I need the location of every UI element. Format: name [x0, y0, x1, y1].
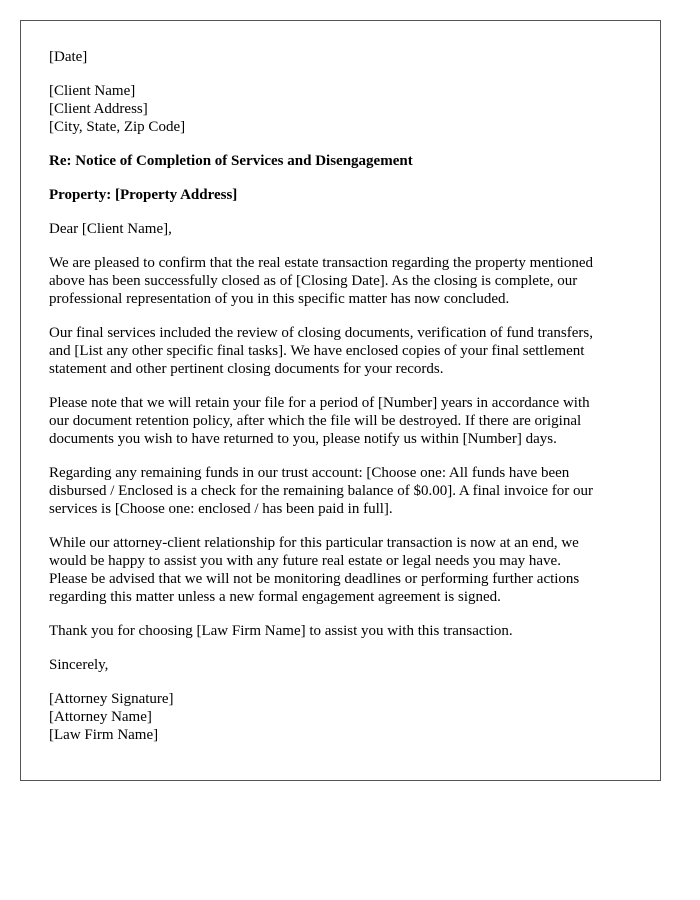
- paragraph-line: documents you wish to have returned to you, please notify us within [Number] days.: [49, 431, 557, 447]
- paragraph-line: Regarding any remaining funds in our trust account: [Choose one: All funds have been: [49, 465, 570, 481]
- salutation: Dear [Client Name],: [49, 221, 172, 237]
- attorney-signature: [Attorney Signature]: [49, 691, 174, 707]
- paragraph-line: and [List any other specific final tasks]. We have enclosed copies of your final settlement: [49, 343, 585, 359]
- law-firm-name: [Law Firm Name]: [49, 727, 159, 743]
- paragraph-line: statement and other pertinent closing documents for your records.: [49, 361, 444, 377]
- recipient-block: [49, 82, 640, 136]
- letter-body: [49, 254, 640, 640]
- signature-block: [49, 690, 640, 744]
- closing: Sincerely,: [49, 657, 109, 673]
- paragraph-line: While our attorney-client relationship for this particular transaction is now at an end, we: [49, 535, 579, 551]
- paragraph-line: would be happy to assist you with any future real estate or legal needs you may have.: [49, 553, 561, 569]
- paragraph-line: Please be advised that we will not be monitoring deadlines or performing further actions: [49, 571, 580, 587]
- subject-line: Re: Notice of Completion of Services and Disengagement: [49, 153, 413, 169]
- paragraph-line: Our final services included the review of closing documents, verification of fund transfers,: [49, 325, 593, 341]
- client-name: [Client Name]: [49, 83, 136, 99]
- paragraph-line: disbursed / Enclosed is a check for the remaining balance of $0.00]. A final invoice for our: [49, 483, 593, 499]
- paragraph-line: professional representation of you in this specific matter has now concluded.: [49, 291, 510, 307]
- paragraph-line: Thank you for choosing [Law Firm Name] to assist you with this transaction.: [49, 623, 513, 639]
- attorney-name: [Attorney Name]: [49, 709, 152, 725]
- paragraph-line: our document retention policy, after which the file will be destroyed. If there are original: [49, 413, 582, 429]
- client-city-state-zip: [City, State, Zip Code]: [49, 119, 186, 135]
- paragraph-line: services is [Choose one: enclosed / has been paid in full].: [49, 501, 393, 517]
- property-line: Property: [Property Address]: [49, 187, 238, 203]
- paragraph-line: above has been successfully closed as of [Closing Date]. As the closing is complete, our: [49, 273, 578, 289]
- letter: [20, 20, 661, 781]
- paragraph-line: Please note that we will retain your file for a period of [Number] years in accordance with: [49, 395, 590, 411]
- body-paragraph: [49, 254, 640, 308]
- body-paragraph: [49, 534, 640, 606]
- body-paragraph: [49, 324, 640, 378]
- client-address: [Client Address]: [49, 101, 148, 117]
- date: [Date]: [49, 49, 88, 65]
- body-paragraph: [49, 394, 640, 448]
- paragraph-line: We are pleased to confirm that the real estate transaction regarding the property mentioned: [49, 255, 593, 271]
- paragraph-line: regarding this matter unless a new formal engagement agreement is signed.: [49, 589, 501, 605]
- body-paragraph: [49, 464, 640, 518]
- body-paragraph: [49, 622, 640, 640]
